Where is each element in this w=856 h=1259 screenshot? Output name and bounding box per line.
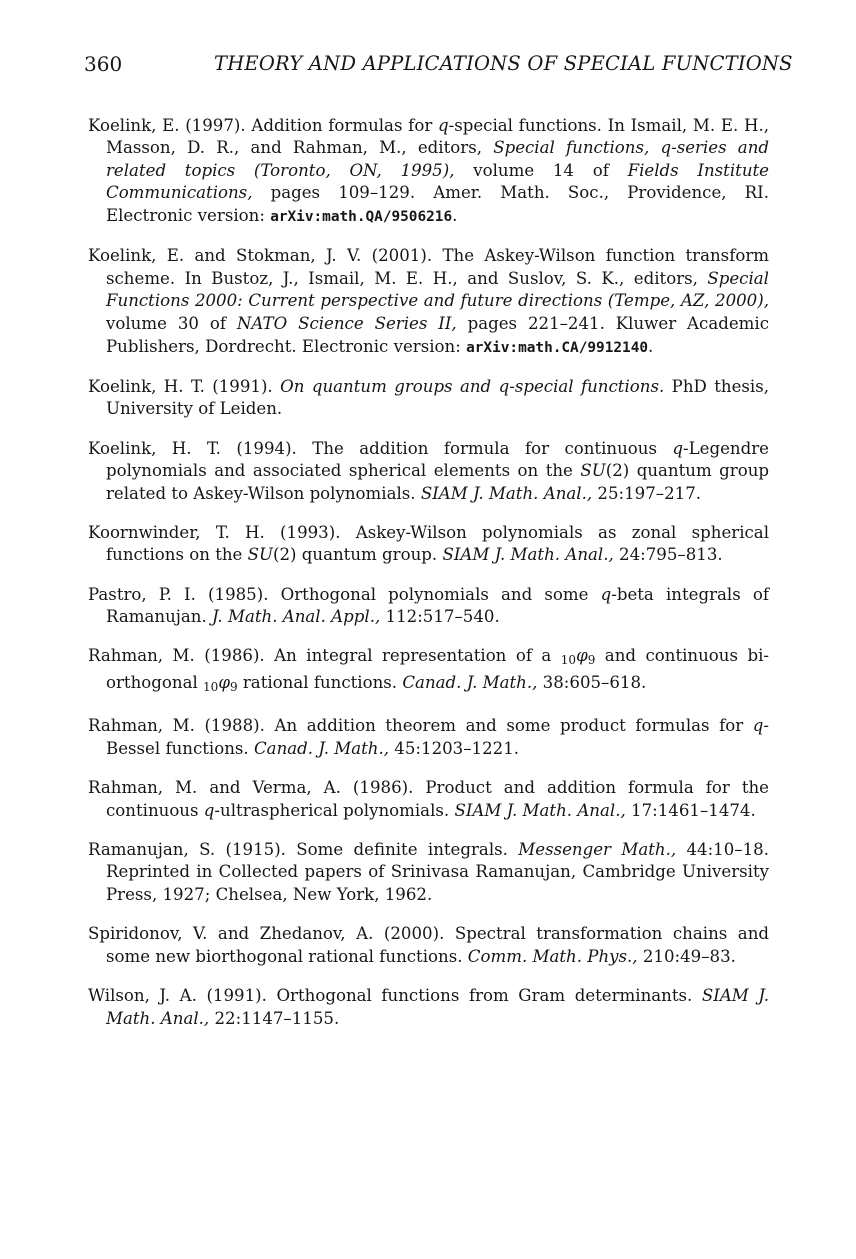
reference-item: Rahman, M. (1986). An integral representation of a $_{10}\varphi_9$ and continuous bi-orthogonal $_{10}\varphi_9$ rational functions. Canad. J. Math., 38:605–618. xyxy=(88,646,769,695)
reference-item: Koelink, E. (1997). Addition formulas for q-special functions. In Ismail, M. E. H., Masson, D. R., and Rahman, M., editors, Special functions, q-series and related topics (Toronto, ON, 1995), volume 14 of Fields Institute Communications, pages 109–129. Amer. Math. Soc., Providence, RI. Electronic version: arXiv:math.QA/9506216. xyxy=(88,115,769,225)
running-title: THEORY AND APPLICATIONS OF SPECIAL FUNCTIONS xyxy=(214,52,793,75)
reference-item: Koornwinder, T. H. (1993). Askey-Wilson polynomials as zonal spherical functions on the SU(2) quantum group. SIAM J. Math. Anal., 24:795–813. xyxy=(88,522,769,565)
reference-item: Koelink, E. and Stokman, J. V. (2001). The Askey-Wilson function transform scheme. In Bustoz, J., Ismail, M. E. H., and Suslov, S. K., editors, Special Functions 2000: Current perspective and future directions (Tempe, AZ, 2000), volume 30 of NATO Science Series II, pages 221–241. Kluwer Academic Publishers, Dordrecht. Electronic version: arXiv:math.CA/9912140. xyxy=(88,246,769,356)
reference-item: Rahman, M. (1988). An addition theorem and some product formulas for q-Bessel functions. Canad. J. Math., 45:1203–1221. xyxy=(88,716,769,758)
reference-item: Koelink, H. T. (1991). On quantum groups and q-special functions. PhD thesis, University of Leiden. xyxy=(88,376,770,419)
reference-item: Spiridonov, V. and Zhedanov, A. (2000). Spectral transformation chains and some new biorthogonal rational functions. Comm. Math. Phys., 210:49–83. xyxy=(88,924,769,966)
page-number: 360 xyxy=(84,52,123,76)
reference-item: Rahman, M. and Verma, A. (1986). Product and addition formula for the continuous q-ultraspherical polynomials. SIAM J. Math. Anal., 17:1461–1474. xyxy=(88,778,769,820)
reference-item: Ramanujan, S. (1915). Some definite integrals. Messenger Math., 44:10–18. Reprinted in Collected papers of Srinivasa Ramanujan, Cambridge University Press, 1927; Chelsea, New York, 1962. xyxy=(88,839,769,904)
reference-item: Pastro, P. I. (1985). Orthogonal polynomials and some q-beta integrals of Ramanujan. J. Math. Anal. Appl., 112:517–540. xyxy=(88,584,770,627)
arxiv-id: arXiv:math.CA/9912140 xyxy=(466,339,649,356)
reference-list xyxy=(88,98,769,1031)
reference-item: Wilson, J. A. (1991). Orthogonal functions from Gram determinants. SIAM J. Math. Anal., 22:1147–1155. xyxy=(88,985,769,1028)
arxiv-id: arXiv:math.QA/9506216 xyxy=(270,208,453,225)
reference-item: Koelink, H. T. (1994). The addition formula for continuous q-Legendre polynomials and associated spherical elements on the SU(2) quantum group related to Askey-Wilson polynomials. SIAM J. Math. Anal., 25:197–217. xyxy=(88,438,769,503)
